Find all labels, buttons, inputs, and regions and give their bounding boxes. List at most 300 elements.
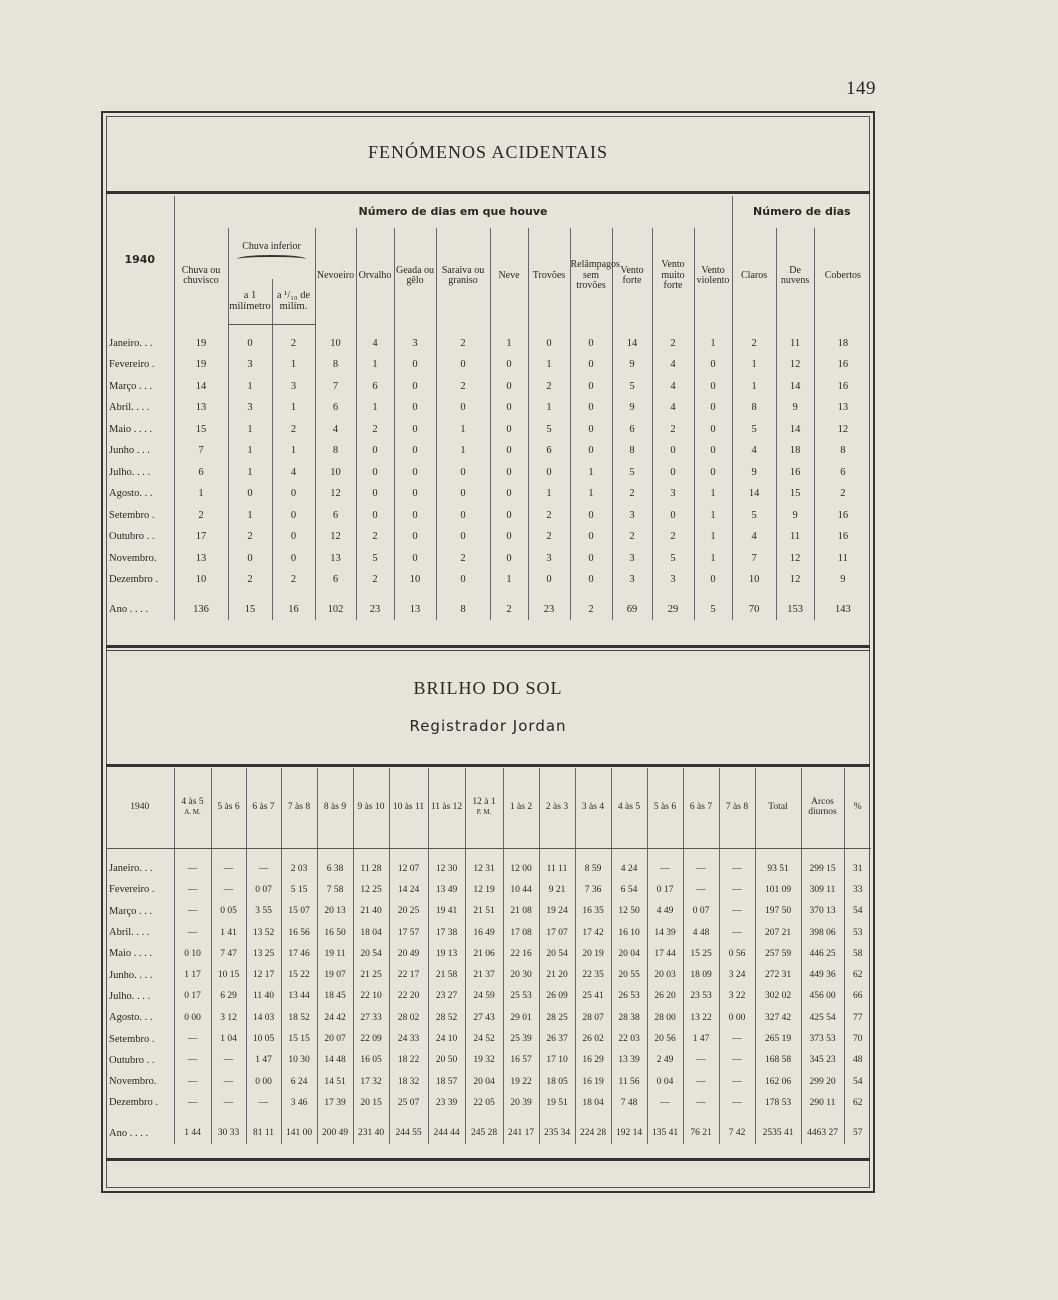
table-cell: 257 59 [755,943,801,964]
table-cell: 25 39 [503,1028,539,1049]
col-claros: Claros [732,228,776,324]
table-cell: 0 [490,526,528,548]
table-cell: 22 35 [575,964,611,985]
table-cell: — [647,858,683,879]
table-cell: — [719,1092,755,1113]
table-cell: 28 38 [611,1007,647,1028]
table-cell: 244 55 [389,1123,428,1144]
table-cell: 1 [570,462,612,484]
month-label: Setembro . [109,509,155,521]
col-hour-header [755,768,801,849]
table-cell: 19 22 [503,1071,539,1092]
table-cell: 13 44 [281,986,317,1007]
table-cell: 3 [612,505,652,527]
month-label: Janeiro. . . [109,863,153,875]
table-cell: 0 [356,440,394,462]
table-cell: 0 [394,462,436,484]
table-cell: 17 07 [539,922,575,943]
table-cell: 12 00 [503,858,539,879]
month-label: Dezembro . [109,1097,158,1109]
table-cell: 66 [844,986,871,1007]
table-cell: 21 06 [465,943,503,964]
table-cell: — [719,879,755,900]
table-cell: 14 [174,376,228,398]
table-cell: — [719,1050,755,1071]
table-cell: 28 02 [389,1007,428,1028]
table-cell: 0 [528,333,570,355]
table-cell: 0 07 [246,879,281,900]
table-cell: 21 40 [353,901,389,922]
table-cell: 18 32 [389,1071,428,1092]
table-cell: 8 59 [575,858,611,879]
table-cell: 6 29 [211,986,246,1007]
table-cell: 0 [570,354,612,376]
col-header-label: 2 às 3 [545,802,569,813]
table-cell: 0 04 [647,1071,683,1092]
table-cell: 6 [528,440,570,462]
table-cell: 29 01 [503,1007,539,1028]
table-cell: 0 [490,483,528,505]
table-cell: 15 15 [281,1028,317,1049]
table-cell: 3 [272,376,315,398]
col-vento-violento: Vento violento [694,228,732,324]
table-cell: 1 [490,333,528,355]
table-cell: 20 03 [647,964,683,985]
table-cell: 57 [844,1123,871,1144]
table-cell: 22 03 [611,1028,647,1049]
table-cell: 14 48 [317,1050,353,1071]
table-cell: 12 [776,548,814,570]
table-cell: 9 [814,569,871,591]
table-cell: 446 25 [801,943,844,964]
col-a-decimo-milimetro: a ¹/₁₀ de milím. [272,279,315,324]
month-label: Junho. . . . [109,969,153,981]
table-cell: 13 22 [683,1007,719,1028]
table-cell: 1 [694,505,732,527]
col-header-label: 5 às 6 [217,802,240,813]
month-label: Julho. . . . [109,466,151,478]
table-row [106,440,871,462]
table-cell: 12 [315,526,356,548]
table-cell: 12 19 [465,879,503,900]
table-cell: 6 [315,397,356,419]
table-cell: — [211,1092,246,1113]
table-cell: 7 58 [317,879,353,900]
table-cell: 15 [174,419,228,441]
table-row [106,901,871,922]
table-cell: 0 [394,419,436,441]
table-cell: — [211,879,246,900]
table-cell: 1 [528,397,570,419]
table-cell: 17 32 [353,1071,389,1092]
table-cell: 17 38 [428,922,465,943]
table-cell: 4 [272,462,315,484]
table-cell: 1 [174,483,228,505]
table-cell: 0 00 [719,1007,755,1028]
table-cell: 20 54 [353,943,389,964]
table-cell: — [174,858,211,879]
table-cell: 0 [570,333,612,355]
table-cell: 13 52 [246,922,281,943]
table-cell: 6 38 [317,858,353,879]
table-cell: 15 22 [281,964,317,985]
table-cell: 1 [356,397,394,419]
table-cell: 5 [732,505,776,527]
table-cell: — [719,901,755,922]
table-cell: 0 56 [719,943,755,964]
table-cell: 20 49 [389,943,428,964]
page-number: 149 [846,78,876,99]
table-cell: 19 51 [539,1092,575,1113]
table-cell: 1 47 [246,1050,281,1071]
month-label: Maio . . . . [109,423,153,435]
col-hour-header [611,768,647,849]
col-saraiva: Saraiva ou graniso [436,228,490,324]
col-header-label: 1 às 2 [509,802,533,813]
table-cell: 0 [694,397,732,419]
table-cell: 11 [776,333,814,355]
col-header-label: 5 às 6 [653,802,677,813]
table-cell: 2 [174,505,228,527]
table-cell: — [246,858,281,879]
group-header-dias-em-que-houve: Número de dias em que houve [174,196,732,228]
table-cell: 22 16 [503,943,539,964]
table-cell: 20 54 [539,943,575,964]
table-row [106,943,871,964]
table-cell: 11 40 [246,986,281,1007]
table-cell: 10 15 [211,964,246,985]
table-cell: 17 39 [317,1092,353,1113]
table-cell: 5 15 [281,879,317,900]
table-cell: 12 07 [389,858,428,879]
col-header-label: % [853,802,862,813]
table-cell: 26 53 [611,986,647,1007]
table-cell: 12 25 [353,879,389,900]
table-cell: — [174,1050,211,1071]
table-cell: 2 [528,376,570,398]
table-cell: 1 44 [174,1123,211,1144]
col-hour-header [801,768,844,849]
table-cell: 14 24 [389,879,428,900]
table-cell: 0 [394,397,436,419]
table-cell: 1 17 [174,964,211,985]
table-cell: 7 36 [575,879,611,900]
table-cell: 16 05 [353,1050,389,1071]
table-cell: 20 50 [428,1050,465,1071]
table-cell: 18 05 [539,1071,575,1092]
table-cell: 272 31 [755,964,801,985]
brilho-table [106,768,871,1144]
month-label: Maio . . . . [109,948,153,960]
table-cell: 1 [228,462,272,484]
table-cell: 26 37 [539,1028,575,1049]
col-header-label: Total [768,802,788,813]
table-cell: 2 [272,569,315,591]
table-cell: 28 07 [575,1007,611,1028]
table-cell: 54 [844,1071,871,1092]
table-row [106,964,871,985]
col-hour-header [719,768,755,849]
spacer-row [106,591,871,599]
table-cell: 76 21 [683,1123,719,1144]
spacer-row [106,324,871,333]
table-cell: 1 [228,440,272,462]
table-cell: — [683,1071,719,1092]
col-de-nuvens: De nuvens [776,228,814,324]
pm-label: P. M. [476,808,492,816]
table-cell: 28 25 [539,1007,575,1028]
table-cell: 0 [436,354,490,376]
table-cell: 0 07 [683,901,719,922]
table-cell: 168 58 [755,1050,801,1071]
table-cell: 16 50 [317,922,353,943]
table-cell: 0 [272,548,315,570]
col-a-1-milimetro: a 1 milímetro [228,279,272,324]
table-cell: 13 [174,397,228,419]
month-label: Ano . . . . [109,1127,149,1139]
col-trovoes: Trovões [528,228,570,324]
table-cell: 2 [528,505,570,527]
table-row [106,483,871,505]
table-cell: 11 28 [353,858,389,879]
table-cell: 4 [652,354,694,376]
month-label: Ano . . . . [109,603,149,615]
table-cell: 3 [652,569,694,591]
col-header-label: 11 às 12 [430,802,463,813]
table-cell: 235 34 [539,1123,575,1144]
table-cell: 0 [570,376,612,398]
col-orvalho: Orvalho [356,228,394,324]
table-cell: 5 [694,599,732,621]
col-hour-header [211,768,246,849]
table-cell: 1 [228,419,272,441]
table-cell: 17 57 [389,922,428,943]
table-cell: 9 [612,397,652,419]
table-cell: 21 08 [503,901,539,922]
table-cell: 3 46 [281,1092,317,1113]
table-cell: 25 53 [503,986,539,1007]
table-cell: 3 [228,354,272,376]
table-cell: — [647,1092,683,1113]
table-cell: 6 [814,462,871,484]
table-cell: 12 50 [611,901,647,922]
table-cell: 0 [694,462,732,484]
table-cell: 0 17 [174,986,211,1007]
table-cell: 1 [694,548,732,570]
table-cell: 0 17 [647,879,683,900]
table-cell: 12 17 [246,964,281,985]
table-cell: 327 42 [755,1007,801,1028]
col-header-label: 9 às 10 [357,802,385,813]
table-cell: 0 [228,483,272,505]
table-cell: 0 [356,505,394,527]
table-cell: 0 [694,569,732,591]
table-cell: 10 [394,569,436,591]
table-cell: 0 [570,569,612,591]
table-cell: 8 [315,354,356,376]
table-cell: 197 50 [755,901,801,922]
table-cell: 28 00 [647,1007,683,1028]
table-cell: 2 [652,333,694,355]
table-cell: 0 [394,376,436,398]
table-cell: 14 [732,483,776,505]
month-label: Novembro. [109,552,157,564]
table-cell: 24 59 [465,986,503,1007]
table-cell: 8 [315,440,356,462]
table-cell: 5 [652,548,694,570]
col-hour-header [844,768,871,849]
month-label: Agosto. . . [109,488,153,500]
table-cell: — [719,858,755,879]
table-cell: 1 [732,354,776,376]
table-cell: 9 [732,462,776,484]
table-cell: 62 [844,964,871,985]
table-row [106,1028,871,1049]
table-cell: 16 [814,354,871,376]
table-cell: 13 49 [428,879,465,900]
table-cell: 5 [356,548,394,570]
col-nevoeiro: Nevoeiro [315,228,356,324]
table-cell: 398 06 [801,922,844,943]
table-cell: 8 [612,440,652,462]
table-cell: 2 [272,419,315,441]
col-vento-forte: Vento forte [612,228,652,324]
table-cell: 8 [732,397,776,419]
table-cell: 18 52 [281,1007,317,1028]
month-label: Março . . . [109,905,153,917]
col-header-label: 7 às 8 [287,802,311,813]
table-cell: 28 52 [428,1007,465,1028]
month-label: Outubro . . [109,1054,155,1066]
col-geada: Geada ou gêlo [394,228,436,324]
table-cell: 19 [174,333,228,355]
table-cell: 0 [570,397,612,419]
table-cell: — [683,1050,719,1071]
table-cell: 7 42 [719,1123,755,1144]
col-hour-header [281,768,317,849]
col-header-label: 8 às 9 [323,802,347,813]
table-cell: — [683,858,719,879]
table-row [106,462,871,484]
section-title-brilho: BRILHO DO SOL [413,678,563,698]
table-cell: 0 [570,440,612,462]
month-label: Julho. . . . [109,990,151,1002]
table-cell: 22 09 [353,1028,389,1049]
section-title-fenomenos: FENÓMENOS ACIDENTAIS [367,142,609,162]
table-cell: 0 [490,548,528,570]
table-cell: 449 36 [801,964,844,985]
table-cell: 2 49 [647,1050,683,1071]
table-cell: 373 53 [801,1028,844,1049]
table-cell: 13 [394,599,436,621]
table-cell: 15 [776,483,814,505]
table-cell: 0 [570,505,612,527]
col-cobertos: Cobertos [814,228,871,324]
table-cell: 0 05 [211,901,246,922]
table-cell: 16 19 [575,1071,611,1092]
month-label: Março . . . [109,380,153,392]
table-cell: 14 03 [246,1007,281,1028]
table-cell: — [246,1092,281,1113]
table-cell: 0 [490,440,528,462]
table-cell: 18 09 [683,964,719,985]
col-header-label: 4 às 5 [181,797,204,808]
table-cell: 0 [490,397,528,419]
table-cell: 27 33 [353,1007,389,1028]
table-cell: 12 [814,419,871,441]
table-cell: 11 56 [611,1071,647,1092]
table-cell: 2 [814,483,871,505]
col-hour-header [174,768,211,849]
table-cell: 0 [436,483,490,505]
table-total-row [106,599,871,621]
table-cell: 9 [612,354,652,376]
col-relampagos: Relâmpagos sem trovões [570,228,612,324]
table-cell: 17 10 [539,1050,575,1071]
month-label: Agosto. . . [109,1012,153,1024]
table-row [106,986,871,1007]
table-cell: 1 [436,419,490,441]
table-cell: 7 48 [611,1092,647,1113]
table-cell: 0 [356,462,394,484]
col-chuva-inferior: Chuva inferior [228,228,315,279]
table-cell: 20 25 [389,901,428,922]
table-cell: 2535 41 [755,1123,801,1144]
table-cell: 9 [776,397,814,419]
table-cell: 3 55 [246,901,281,922]
table-cell: 16 [814,526,871,548]
table-cell: — [174,879,211,900]
table-cell: 0 [490,376,528,398]
table-cell: 162 06 [755,1071,801,1092]
table-cell: 0 [394,483,436,505]
table-cell: 81 11 [246,1123,281,1144]
table-cell: 16 10 [611,922,647,943]
table-cell: 62 [844,1092,871,1113]
table-cell: 3 22 [719,986,755,1007]
table-cell: 0 [490,419,528,441]
col-hour-header [503,768,539,849]
table-cell: 14 [612,333,652,355]
table-cell: 48 [844,1050,871,1071]
table-cell: 17 08 [503,922,539,943]
table-cell: 24 52 [465,1028,503,1049]
table-cell: 16 [814,376,871,398]
table-cell: 2 [356,526,394,548]
table-cell: 0 [228,333,272,355]
table-cell: 13 [315,548,356,570]
table-cell: 2 [528,526,570,548]
col-hour-header [575,768,611,849]
table-cell: — [683,1092,719,1113]
col-header-label: 3 às 4 [581,802,605,813]
am-label: A. M. [184,808,201,816]
table-cell: 58 [844,943,871,964]
col-header-label: 10 às 11 [392,802,425,813]
table-cell: 3 [394,333,436,355]
table-cell: 2 [436,548,490,570]
table-row [106,333,871,355]
table-cell: 17 44 [647,943,683,964]
table-cell: 21 51 [465,901,503,922]
table-cell: 24 33 [389,1028,428,1049]
table-cell: 26 09 [539,986,575,1007]
month-label: Fevereiro . [109,884,155,896]
table-cell: 1 [490,569,528,591]
table-cell: 0 [528,569,570,591]
table-cell: 20 13 [317,901,353,922]
table-cell: 12 [776,569,814,591]
